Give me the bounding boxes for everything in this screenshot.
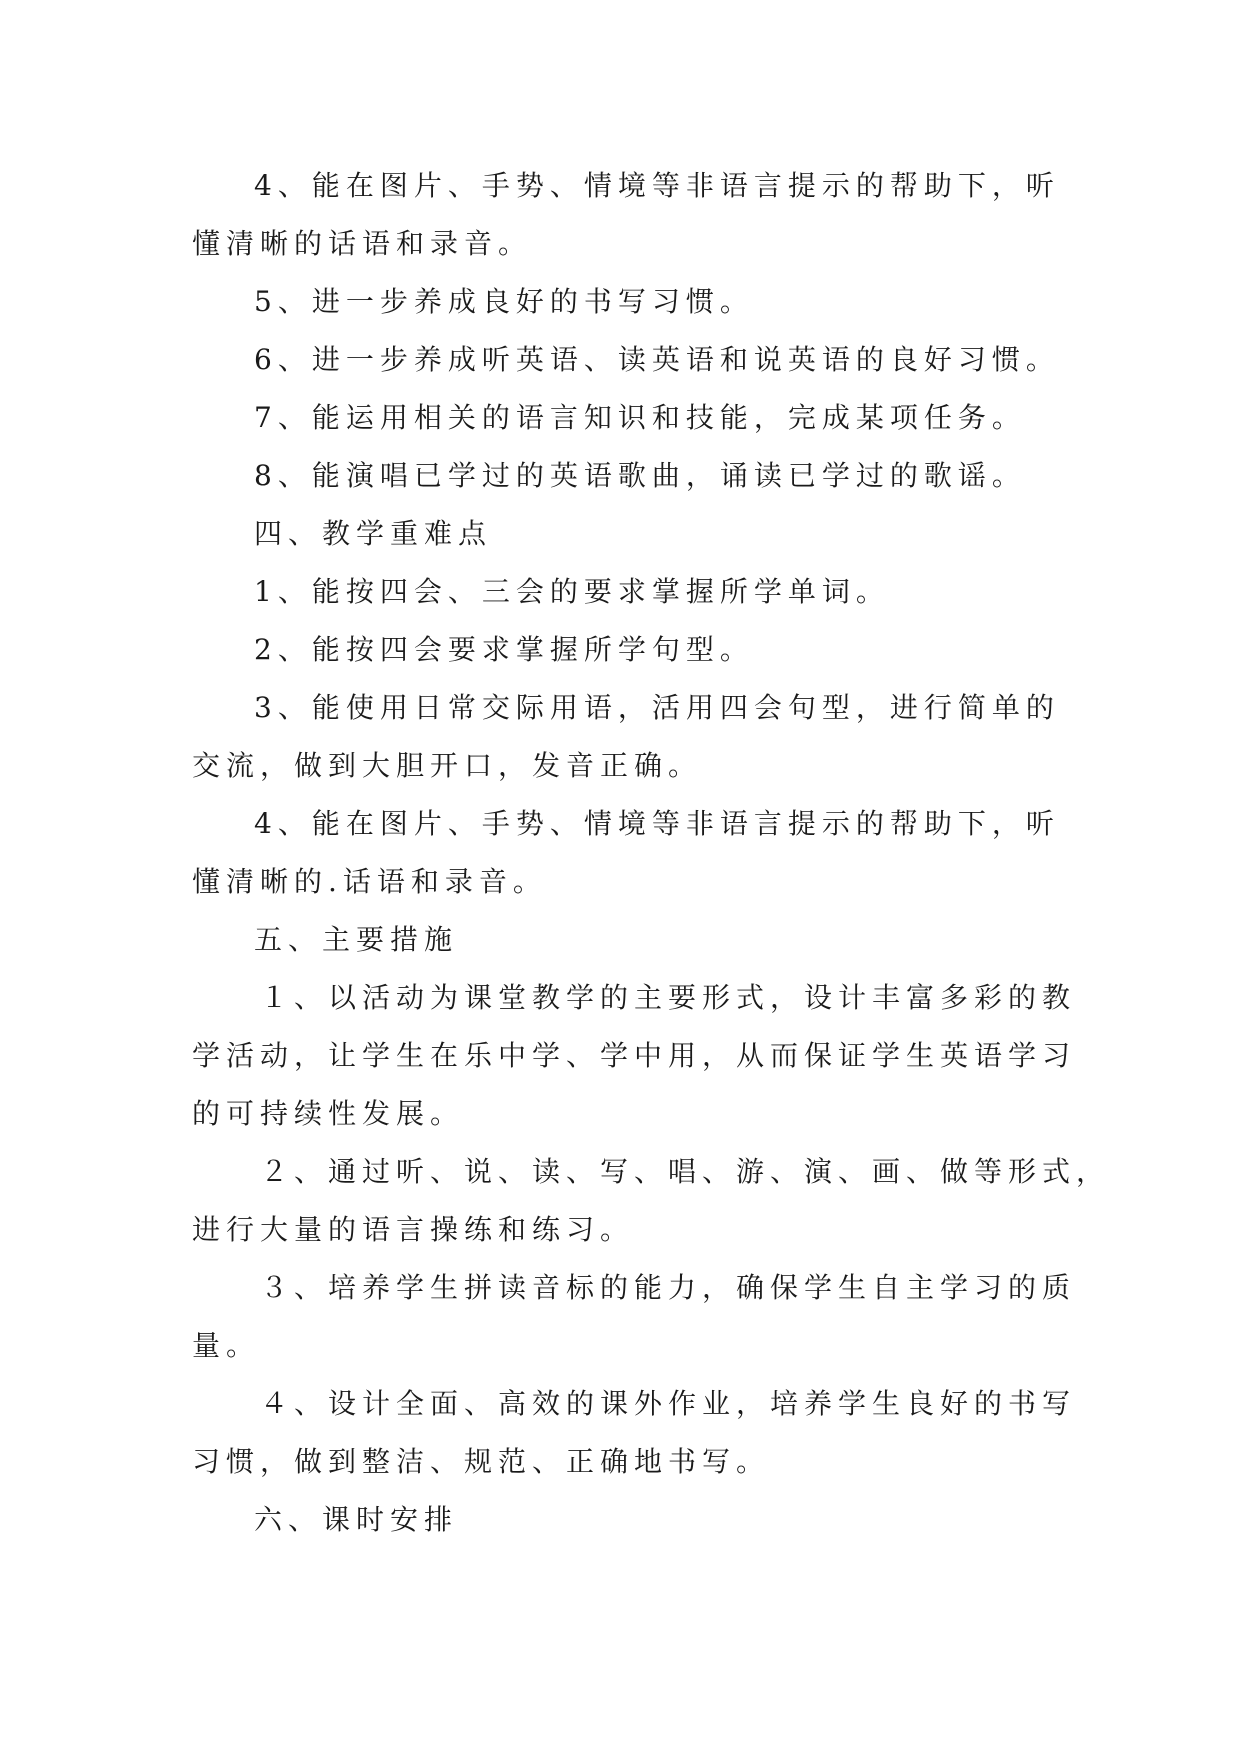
paragraph-line: 2、能按四会要求掌握所学句型。 <box>254 633 754 666</box>
paragraph-line: 进行大量的语言操练和练习。 <box>192 1213 635 1246</box>
paragraph-line: 7、能运用相关的语言知识和技能，完成某项任务。 <box>254 401 1026 434</box>
paragraph-line: 4、能在图片、手势、情境等非语言提示的帮助下，听 <box>254 169 1060 202</box>
paragraph-line: 1、能按四会、三会的要求掌握所学单词。 <box>254 575 890 608</box>
paragraph-line: 学活动，让学生在乐中学、学中用，从而保证学生英语学习 <box>192 1039 1077 1072</box>
paragraph-line: ４、设计全面、高效的课外作业，培养学生良好的书写 <box>260 1387 1077 1420</box>
paragraph-line: ３、培养学生拼读音标的能力，确保学生自主学习的质 <box>260 1271 1077 1304</box>
paragraph-line: ２、通过听、说、读、写、唱、游、演、画、做等形式， <box>260 1155 1111 1188</box>
document-body <box>192 157 1111 1549</box>
paragraph-line: １、以活动为课堂教学的主要形式，设计丰富多彩的教 <box>260 981 1077 1014</box>
paragraph-line: 6、进一步养成听英语、读英语和说英语的良好习惯。 <box>254 343 1060 376</box>
paragraph-line: 的可持续性发展。 <box>192 1097 465 1130</box>
section-heading: 六、课时安排 <box>254 1503 459 1536</box>
section-heading: 四、教学重难点 <box>254 517 493 550</box>
paragraph-line: 量。 <box>192 1329 261 1362</box>
paragraph-line: 4、能在图片、手势、情境等非语言提示的帮助下，听 <box>254 807 1060 840</box>
paragraph-line: 5、进一步养成良好的书写习惯。 <box>254 285 754 318</box>
paragraph-line: 懂清晰的话语和录音。 <box>192 227 533 260</box>
paragraph-line: 3、能使用日常交际用语，活用四会句型，进行简单的 <box>254 691 1060 724</box>
section-heading: 五、主要措施 <box>254 923 459 956</box>
paragraph-line: 8、能演唱已学过的英语歌曲，诵读已学过的歌谣。 <box>254 459 1026 492</box>
paragraph-line: 交流，做到大胆开口，发音正确。 <box>192 749 703 782</box>
paragraph-line: 懂清晰的.话语和录音。 <box>192 865 547 898</box>
paragraph-line: 习惯，做到整洁、规范、正确地书写。 <box>192 1445 771 1478</box>
